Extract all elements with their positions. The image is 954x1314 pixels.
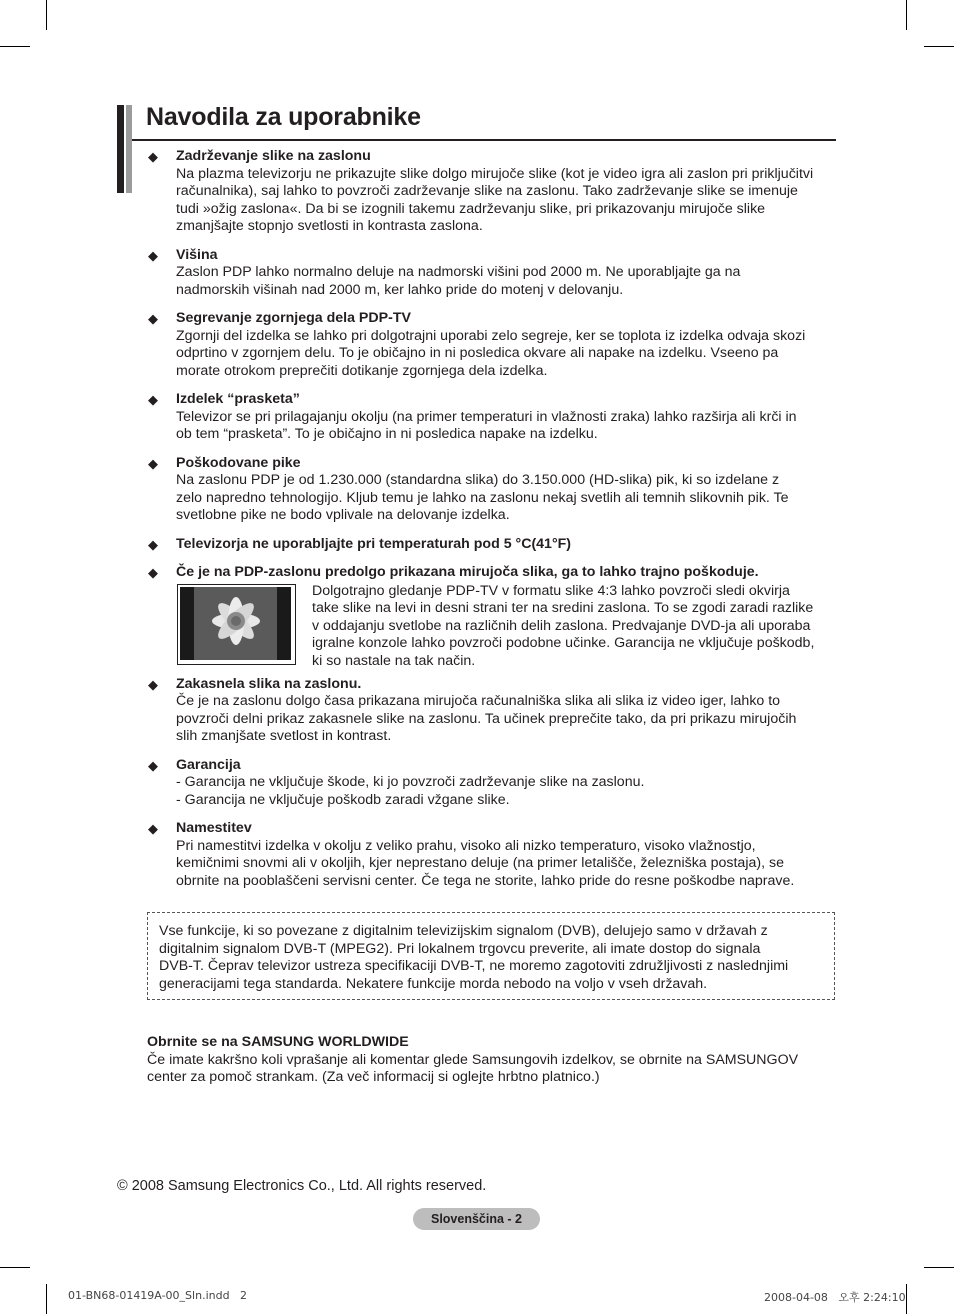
section-title: Namestitev xyxy=(176,820,252,836)
section-title: Zakasnela slika na zaslonu. xyxy=(176,675,362,692)
crop-mark xyxy=(906,1284,907,1314)
section-title: Izdelek “prasketa” xyxy=(176,391,300,407)
title-rule xyxy=(132,139,836,141)
section-title: Višina xyxy=(176,246,218,263)
section-text-line: Zgornji del izdelka se lahko pri dolgotrajni uporabi zelo segreje, ker se toplota iz izdelka odvaja skozi xyxy=(176,327,806,344)
crop-mark xyxy=(46,1284,47,1314)
bullet-icon: ◆ xyxy=(148,757,158,773)
crop-mark xyxy=(906,0,907,30)
section-text-line: - Garancija ne vključuje škode, ki jo povzroči zadrževanje slike na zaslonu. xyxy=(176,774,645,790)
bullet-icon: ◆ xyxy=(148,311,158,326)
section-item xyxy=(148,676,838,746)
image-text-line: take slike na levi in desni strani ter na sredini zaslona. To se zgodi zaradi razlike xyxy=(312,600,814,616)
section-item xyxy=(148,310,838,380)
section-item xyxy=(148,455,838,525)
image-description xyxy=(312,583,842,671)
section-text-line: računalnika), saj lahko to povzroči zadrževanje slike na zaslonu. Tako zadrževanje slike se imenuje xyxy=(176,183,798,199)
bullet-icon: ◆ xyxy=(148,455,158,471)
title-accent-bar xyxy=(117,105,124,193)
notice-text-line: digitalnim signalom DVB-T (MPEG2). Pri lokalnem trgovcu preverite, ali imate dostop do signala xyxy=(159,940,761,957)
section-text-line: Na plazma televizorju ne prikazujte slike dolgo mirujoče slike (kot je video igra ali zaslon pri priključitvi xyxy=(176,165,814,182)
page-title: Navodila za uporabnike xyxy=(146,103,421,131)
contact-section xyxy=(147,1034,837,1087)
bullet-icon: ◆ xyxy=(148,676,158,692)
section-text-line: morate otrokom preprečiti dotikanje zgornjega dela izdelka. xyxy=(176,362,548,379)
section-title: Segrevanje zgornjega dela PDP-TV xyxy=(176,310,411,326)
section-item xyxy=(148,820,838,890)
notice-text-line: DVB-T. Čeprav televizor ustreza specifikaciji DVB-T, ne moremo zagotoviti združljivosti z naslednjimi xyxy=(159,958,789,974)
section-item xyxy=(148,757,838,810)
image-text-line: ki so nastale na tak način. xyxy=(312,652,476,669)
section-text-line: svetlobne pike ne bodo vplivale na delovanje izdelka. xyxy=(176,507,510,523)
section-item xyxy=(148,391,838,444)
section-text-line: povzroči delni prikaz zakasnele slike na zaslonu. Ta učinek preprečite tako, da pri prikazu mirujočih xyxy=(176,710,797,727)
copyright-text: © 2008 Samsung Electronics Co., Ltd. All rights reserved. xyxy=(117,1178,487,1194)
main-content xyxy=(148,148,838,901)
crop-mark xyxy=(46,0,47,30)
bullet-icon: ◆ xyxy=(148,247,158,263)
section-text-line: zmanjšajte stopnjo svetlosti in kontrasta zaslona. xyxy=(176,218,483,234)
section-text-line: ob tem “prasketa”. To je običajno in ni posledica napake na izdelku. xyxy=(176,426,598,442)
title-accent-bar-grey xyxy=(126,105,132,193)
dvb-notice-box xyxy=(147,912,835,1000)
section-text-line: obrnite na pooblaščeni servisni center. Če tega ne storite, lahko pride do resne poškodbe naprave. xyxy=(176,872,795,889)
bullet-icon: ◆ xyxy=(148,565,158,580)
section-title: Če je na PDP-zaslonu predolgo prikazana mirujoča slika, ga to lahko trajno poškoduje. xyxy=(176,564,759,580)
section-item xyxy=(148,148,838,236)
notice-text-line: Vse funkcije, ki so povezane z digitalnim televizijskim signalom (DVB), delujejo samo v državah z xyxy=(159,923,768,939)
notice-text-line: generacijami tega standarda. Nekatere funkcije morda nebodo na voljo v vseh državah. xyxy=(159,975,708,992)
bullet-icon: ◆ xyxy=(148,536,158,552)
section-title: Poškodovane pike xyxy=(176,454,301,471)
section-text-line: Če je na zaslonu dolgo časa prikazana mirujoča računalniška slika ali slika iz video iger, lahko to xyxy=(176,693,781,709)
footer-timestamp: 2008-04-08 오후 2:24:10 xyxy=(764,1291,906,1304)
flower-photo-icon xyxy=(180,587,291,660)
contact-text-line: Če imate kakršno koli vprašanje ali komentar glede Samsungovih izdelkov, se obrnite na SAMSUNGOV xyxy=(147,1051,799,1068)
contact-text-line: center za pomoč strankam. (Za več informacij si oglejte hrbtno platnico.) xyxy=(147,1069,600,1085)
section-text-line: Pri namestitvi izdelka v okolju z veliko prahu, visoko ali nizko temperaturo, visoko vlažnostjo, xyxy=(176,837,756,854)
section-text-line: Na zaslonu PDP je od 1.230.000 (standardna slika) do 3.150.000 (HD-slika) pik, ki so izdelane z xyxy=(176,472,780,488)
section-text-line: tudi »ožig zaslona«. Da bi se izognili takemu zadrževanju slike, pri prikazovanju mirujoče slike xyxy=(176,200,766,217)
section-image-retention xyxy=(148,564,838,669)
contact-title: Obrnite se na SAMSUNG WORLDWIDE xyxy=(147,1034,409,1050)
section-text-line: Zaslon PDP lahko normalno deluje na nadmorski višini pod 2000 m. Ne uporabljajte ga na xyxy=(176,264,741,280)
footer-file-info: 01-BN68-01419A-00_Sln.indd 2 xyxy=(68,1289,248,1302)
section-title: Garancija xyxy=(176,756,241,773)
section-text-line: nadmorskih višinah nad 2000 m, ker lahko pride do motenj v delovanju. xyxy=(176,281,624,298)
bullet-icon: ◆ xyxy=(148,392,158,407)
crop-mark xyxy=(924,1267,954,1268)
image-text-line: igralne konzole lahko povzroči podobne učinke. Garancija ne vključuje poškodb, xyxy=(312,635,815,651)
crop-mark xyxy=(0,46,30,47)
page-number-badge: Slovenščina - 2 xyxy=(413,1208,540,1230)
crop-mark xyxy=(924,46,954,47)
bullet-icon: ◆ xyxy=(148,821,158,836)
screen-image xyxy=(177,584,296,665)
bullet-icon: ◆ xyxy=(148,149,158,164)
section-text-line: slih zmanjšate svetlost in kontrast. xyxy=(176,728,392,744)
section-title: Zadrževanje slike na zaslonu xyxy=(176,148,371,164)
crop-mark xyxy=(0,1267,30,1268)
image-row xyxy=(176,582,838,669)
section-text-line: kemičnimi snovmi ali v okoljih, kjer neprestano deluje (na primer letališče, železniška postaja), se xyxy=(176,855,784,871)
section-text-line: zelo napredno tehnologijo. Kljub temu je lahko na zaslonu nekaj svetlih ali temnih slikovnih pik. Te xyxy=(176,489,789,506)
section-text-line: Televizor se pri prilagajanju okolju (na primer temperaturi in vlažnosti zraka) lahko razširja ali krči in xyxy=(176,408,797,425)
section-title: Televizorja ne uporabljajte pri temperaturah pod 5 °C(41°F) xyxy=(176,535,572,552)
section-item xyxy=(148,536,838,554)
section-text-line: odprtino v zgornjem delu. To je običajno in ni posledica okvare ali napake na izdelku. Vseeno pa xyxy=(176,345,779,361)
image-text-line: Dolgotrajno gledanje PDP-TV v formatu slike 4:3 lahko povzroči sledi okvirja xyxy=(312,582,790,599)
section-text-line: - Garancija ne vključuje poškodb zaradi vžgane slike. xyxy=(176,791,510,808)
section-item xyxy=(148,247,838,300)
image-text-line: v oddajanju svetlobe na različnih delih zaslona. Predvajanje DVD-ja ali uporaba xyxy=(312,617,811,634)
